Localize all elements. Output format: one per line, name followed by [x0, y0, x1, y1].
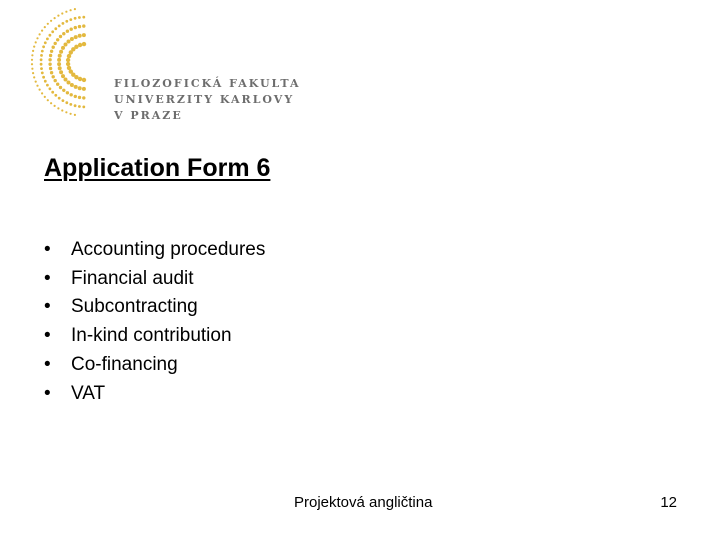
- sun-dot: [70, 28, 73, 31]
- sun-dot: [61, 46, 65, 50]
- sun-dot: [49, 34, 52, 37]
- sun-dot: [78, 86, 82, 90]
- sun-dot: [62, 89, 65, 92]
- sun-dot: [33, 46, 35, 48]
- sun-dot: [78, 25, 81, 28]
- sun-dot: [48, 58, 51, 61]
- sun-dot: [61, 109, 63, 111]
- bullet-marker: •: [44, 296, 51, 318]
- sun-dot: [78, 16, 81, 19]
- sun-dot: [41, 72, 44, 75]
- sun-dot: [51, 91, 54, 94]
- sun-dot: [31, 63, 33, 65]
- sun-dot: [61, 12, 63, 14]
- list-item: [44, 322, 265, 351]
- sun-dot: [62, 32, 65, 35]
- list-item: [44, 236, 265, 265]
- sun-dot: [64, 43, 68, 47]
- sun-dot: [74, 114, 76, 116]
- sun-dot: [74, 104, 77, 107]
- sun-dot: [54, 17, 56, 19]
- sun-dot: [67, 40, 71, 44]
- sun-dot: [49, 87, 52, 90]
- sun-dot: [66, 58, 70, 62]
- sun-dot: [57, 15, 59, 17]
- list-item: [44, 293, 265, 322]
- sun-dot: [35, 41, 37, 43]
- sun-dot: [70, 113, 72, 115]
- sun-dot: [78, 105, 81, 108]
- sun-dot: [78, 43, 82, 47]
- sun-dot: [69, 18, 72, 21]
- sun-dot: [47, 23, 49, 25]
- sun-dot: [33, 76, 35, 78]
- sun-dot: [70, 9, 72, 11]
- sun-dot: [54, 42, 57, 45]
- sun-dot: [74, 17, 77, 20]
- sun-dot: [41, 50, 44, 53]
- sun-dot: [65, 111, 67, 113]
- sun-dot: [47, 99, 49, 101]
- sun-dot: [65, 20, 68, 23]
- bullet-marker: •: [44, 353, 51, 375]
- sun-dot: [66, 91, 69, 94]
- sun-dot: [36, 37, 38, 39]
- sun-dot: [82, 78, 86, 82]
- sun-dot: [52, 75, 55, 78]
- sun-dot: [57, 62, 61, 66]
- sun-dot: [74, 85, 78, 89]
- sun-dot: [64, 78, 68, 82]
- sun-dot: [61, 74, 65, 78]
- sun-dot: [50, 50, 53, 53]
- bullet-marker: •: [44, 325, 51, 347]
- sun-dot: [31, 68, 33, 70]
- sun-dot: [39, 33, 41, 35]
- sun-dot: [66, 62, 70, 66]
- sun-dot: [54, 79, 57, 82]
- sun-dot: [82, 96, 85, 99]
- sun-dot: [44, 41, 47, 44]
- sun-dot: [78, 34, 82, 38]
- sun-dot: [52, 46, 55, 49]
- sun-dot: [82, 87, 86, 91]
- bullet-text: In-kind contribution: [71, 325, 232, 347]
- sun-dot: [82, 33, 86, 37]
- sun-dot: [35, 81, 37, 83]
- bullet-text: VAT: [71, 382, 106, 404]
- faculty-logo: [14, 8, 301, 122]
- sun-dot: [59, 35, 62, 38]
- sun-dot: [50, 71, 53, 74]
- sun-dot: [50, 102, 52, 104]
- sun-dot: [65, 101, 68, 104]
- sun-dot: [58, 25, 61, 28]
- sun-dot: [74, 26, 77, 29]
- sun-dot: [70, 37, 74, 41]
- sun-dot: [32, 50, 34, 52]
- bullet-marker: •: [44, 239, 51, 260]
- sun-dot: [46, 84, 49, 87]
- logo-line-1: FILOZOFICKÁ FAKULTA: [114, 77, 301, 90]
- sun-dot: [49, 67, 52, 70]
- sun-dot: [62, 22, 65, 25]
- sun-dot: [44, 80, 47, 83]
- sun-dot: [32, 72, 34, 74]
- sun-dot: [58, 97, 61, 100]
- sun-dot: [70, 83, 74, 87]
- sun-dot: [54, 94, 57, 97]
- list-item: [44, 351, 265, 380]
- sun-dot: [69, 103, 72, 106]
- sun-dot: [66, 30, 69, 33]
- sun-emblem-icon: [14, 8, 114, 116]
- sun-dot: [82, 106, 85, 109]
- sun-dot: [58, 66, 62, 70]
- page-number: 12: [660, 494, 677, 511]
- sun-dot: [57, 107, 59, 109]
- sun-dot: [59, 50, 63, 54]
- sun-dot: [46, 38, 49, 41]
- sun-dot: [59, 70, 63, 74]
- sun-dot: [82, 16, 85, 19]
- sun-dot: [57, 58, 61, 62]
- sun-dot: [40, 54, 43, 57]
- sun-dot: [36, 85, 38, 87]
- sun-dot: [78, 96, 81, 99]
- slide-title: Application Form 6: [44, 154, 271, 182]
- logo-wordmark: [114, 76, 301, 124]
- sun-dot: [39, 89, 41, 91]
- sun-dot: [40, 58, 43, 61]
- sun-dot: [54, 105, 56, 107]
- bullet-text: Accounting procedures: [71, 239, 266, 260]
- list-item: [44, 380, 265, 409]
- sun-dot: [74, 8, 76, 10]
- sun-dot: [58, 54, 62, 58]
- sun-dot: [56, 83, 59, 86]
- sun-dot: [74, 95, 77, 98]
- logo-line-2: UNIVERZITY KARLOVY: [114, 93, 295, 106]
- sun-dot: [41, 92, 43, 94]
- sun-dot: [42, 45, 45, 48]
- sun-dot: [62, 99, 65, 102]
- sun-dot: [67, 66, 71, 70]
- sun-dot: [67, 81, 71, 85]
- bullet-marker: •: [44, 267, 51, 289]
- sun-dot: [82, 24, 85, 27]
- bullet-text: Financial audit: [71, 267, 194, 289]
- sun-dot: [51, 30, 54, 33]
- bullet-text: Co-financing: [71, 353, 178, 375]
- sun-dot: [44, 26, 46, 28]
- list-item: [44, 265, 265, 294]
- sun-dot: [50, 20, 52, 22]
- sun-dot: [31, 54, 33, 56]
- sun-dot: [44, 96, 46, 98]
- sun-dot: [41, 30, 43, 32]
- sun-dot: [42, 76, 45, 79]
- sun-dot: [74, 35, 78, 39]
- sun-dot: [65, 11, 67, 13]
- sun-dot: [54, 27, 57, 30]
- sun-dot: [82, 42, 86, 46]
- bullet-text: Subcontracting: [71, 296, 198, 318]
- sun-dot: [49, 54, 52, 57]
- footer-text: Projektová angličtina: [294, 494, 433, 511]
- sun-dot: [59, 86, 62, 89]
- logo-line-3: V PRAZE: [114, 109, 183, 122]
- sun-dot: [56, 38, 59, 41]
- sun-dot: [40, 63, 43, 66]
- bullet-marker: •: [44, 382, 51, 404]
- sun-dot: [48, 63, 51, 66]
- sun-dot: [40, 67, 43, 70]
- bullet-list: [44, 236, 265, 408]
- sun-dot: [31, 59, 33, 61]
- sun-dot: [70, 93, 73, 96]
